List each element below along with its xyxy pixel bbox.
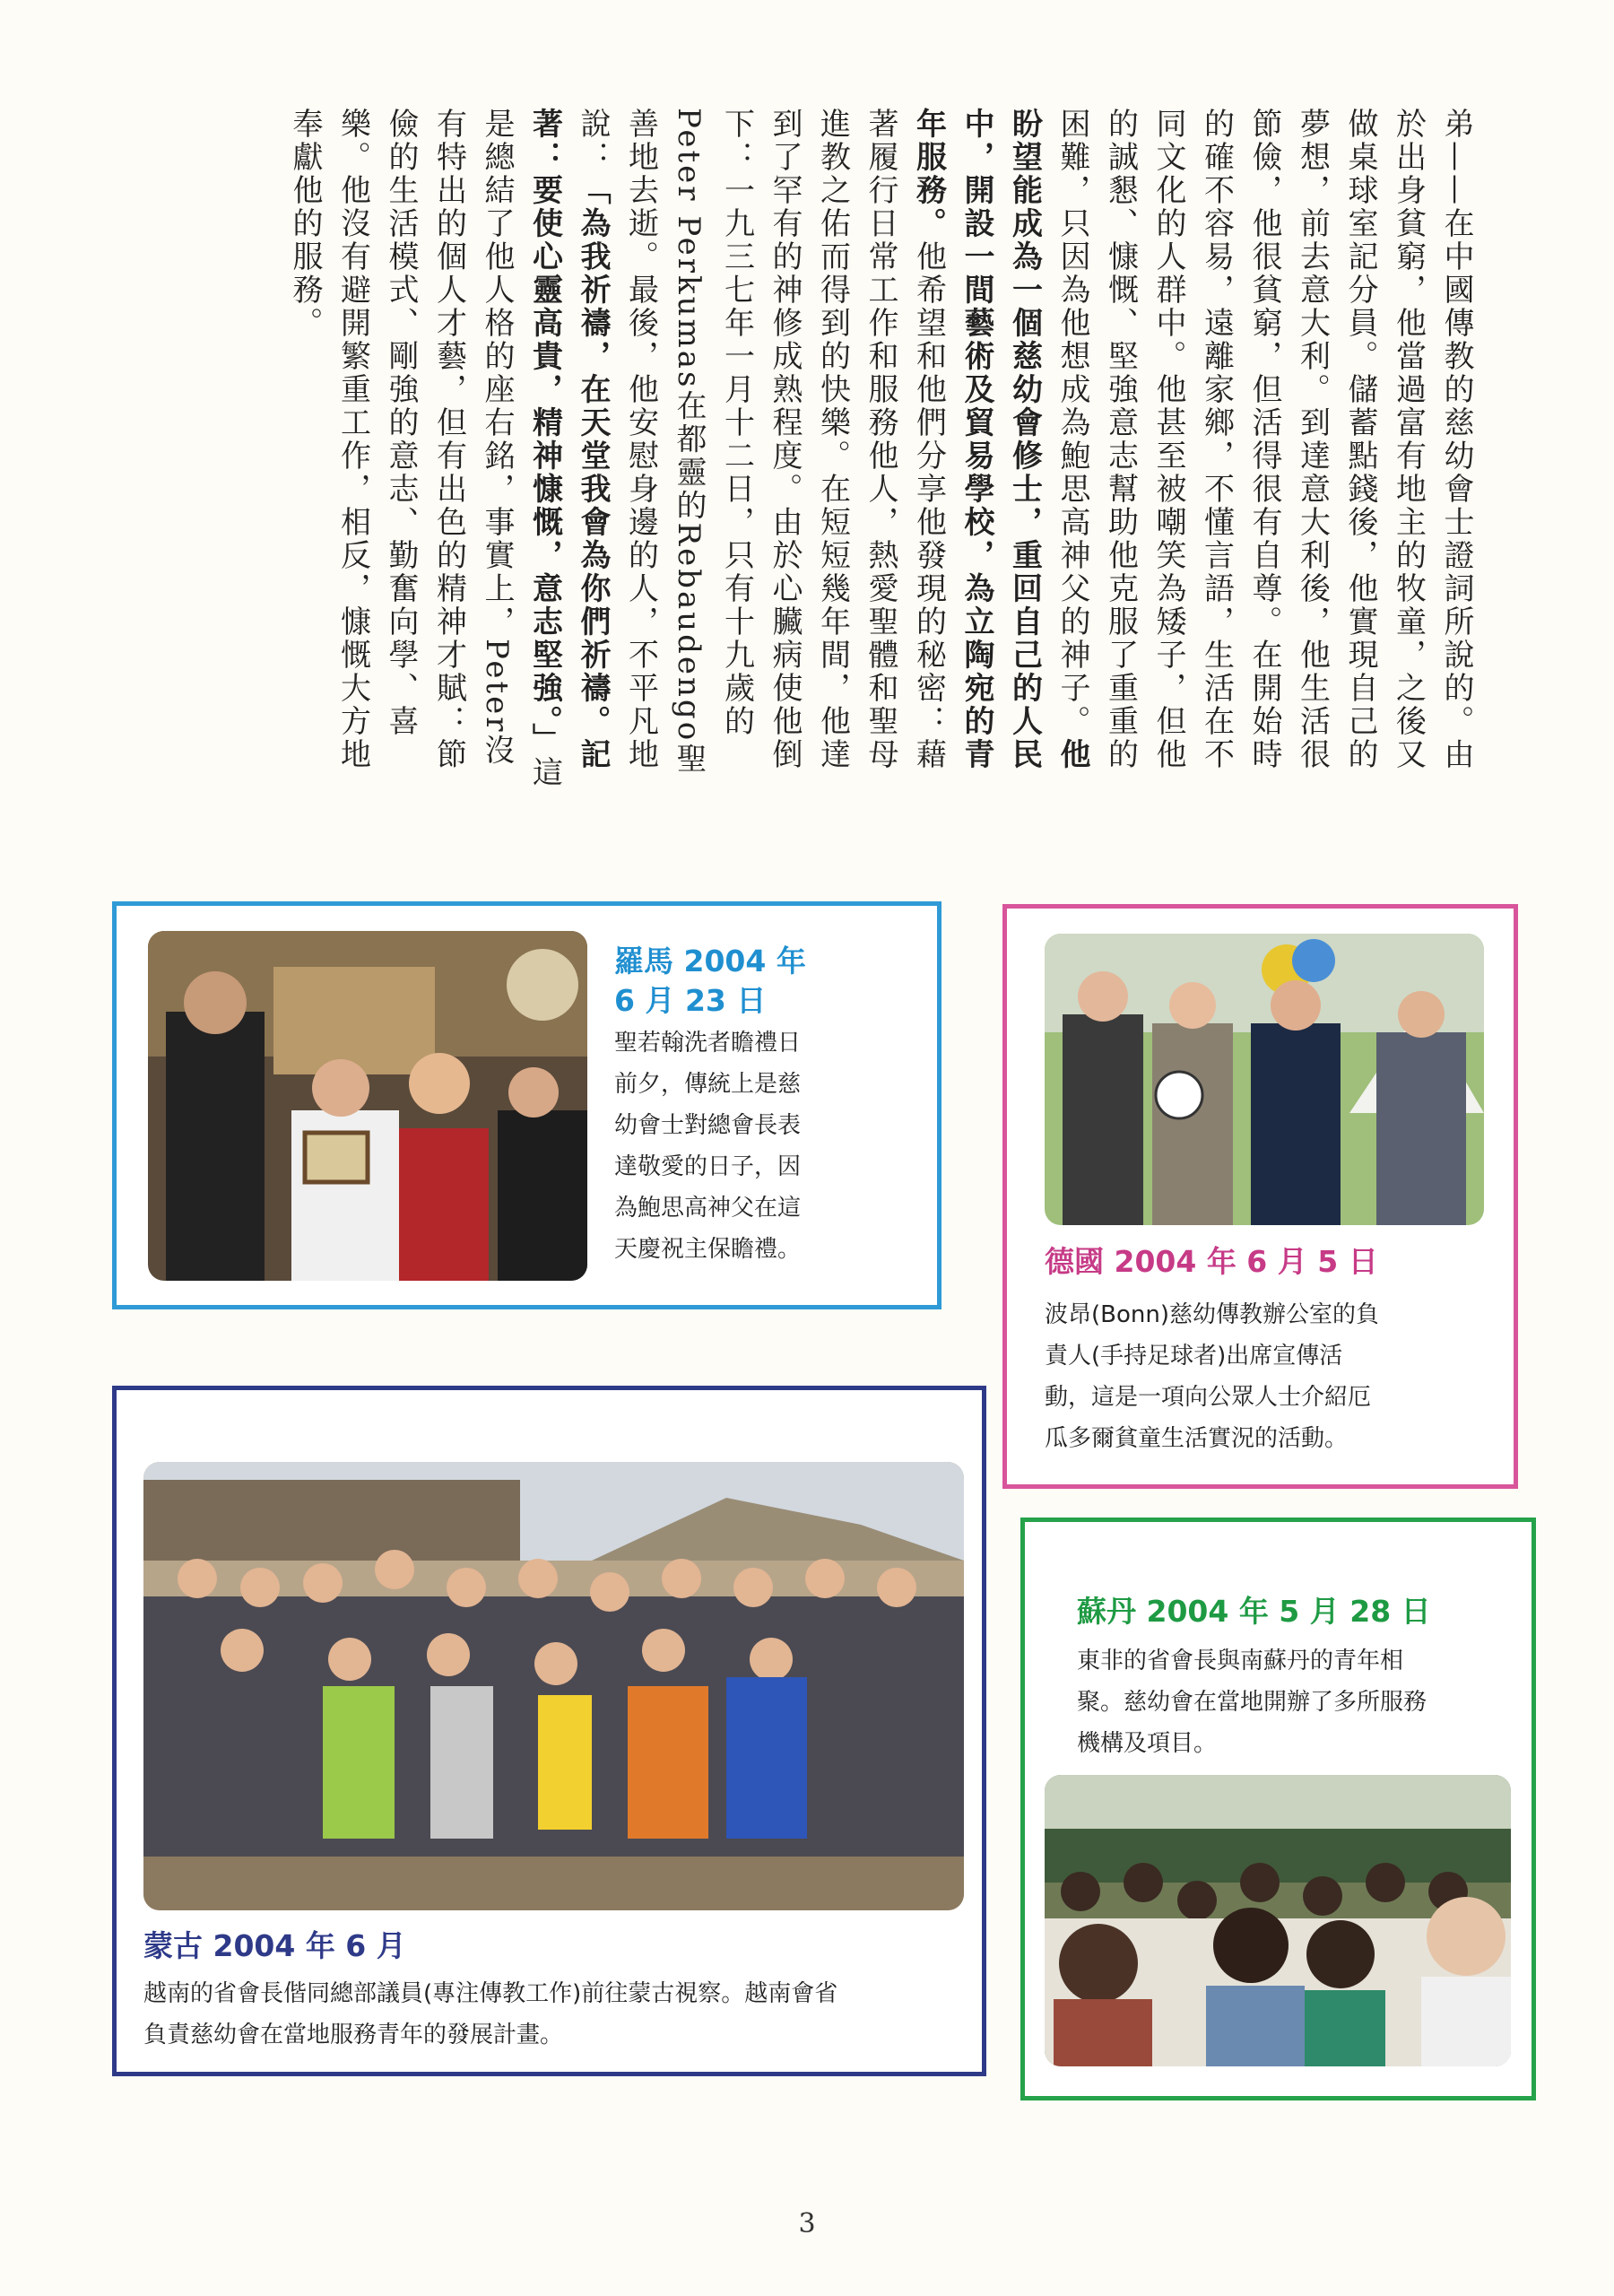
germany-caption-text: 波昂(Bonn)慈幼傳教辦公室的負 責人(手持足球者)出席宣傳活 動，這是一項向公眾人士介紹厄 瓜多爾貧童生活實況的活動。 (1045, 1301, 1379, 1452)
article-para-3: 這是總結了他人格的座右銘，事實上，Peter沒有特出的個人才藝，但有出色的精神才賦：節儉的生活模式、剛強的意志、勤奮向學、喜樂。他沒有避開繁重工作，相反，慷慨大方地奉獻他的服務。 (287, 108, 563, 789)
article-para-2-bold: 「為我祈禱，在天堂我會為你們祈禱。記著：要使心靈高貴，精神慷慨，意志堅強。」 (526, 108, 611, 771)
sudan-caption-title: 蘇丹 2004 年 5 月 28 日 (1077, 1594, 1431, 1629)
sudan-caption-text: 東非的省會長與南蘇丹的青年相 聚。慈幼會在當地開辦了多所服務 機構及項目。 (1077, 1648, 1427, 1757)
mongolia-caption-text: 越南的省會長偕同總部議員(專注傳教工作)前往蒙古視察。越南會省 負責慈幼會在當地服務青年的發展計畫。 (143, 1980, 838, 2048)
mongolia-caption-title: 蒙古 2004 年 6 月 (143, 1928, 406, 1963)
article-para-1: 弟——在中國傳教的慈幼會士證詞所說的。由於出身貧窮，他當過富有地主的牧童，之後又做桌球室記分員。儲蓄點錢後，他實現自己的夢想，前去意大利。到達意大利後，他生活很節儉，他很貧窮，但活得很有自尊。在開始時的確不容易，遠離家鄉，不懂言語，生活在不同文化的人群中。他甚至被嘲笑為矮子，但他的誠懇、慷慨、堅強意志幫助他克服了重重的困難，只因為他想成為鮑思高神父的神子。 (1054, 108, 1474, 771)
article-body (117, 108, 1480, 798)
sudan-photo (1045, 1775, 1511, 2066)
germany-photo (1045, 934, 1484, 1225)
germany-caption-title: 德國 2004 年 6 月 5 日 (1045, 1244, 1378, 1279)
mongolia-photo (143, 1462, 964, 1910)
rome-caption-text: 聖若翰洗者瞻禮日 前夕，傳統上是慈 幼會士對總會長表 達敬愛的日子，因 為鮑思高神父在這 天慶祝主保瞻禮。 (614, 1030, 802, 1263)
page-number: 3 (798, 2208, 816, 2239)
mongolia-photo-card (112, 1386, 986, 2076)
rome-photo (148, 931, 587, 1281)
rome-caption-title: 羅馬 2004 年 6 月 23 日 (614, 944, 806, 1018)
article-para-2: 他希望和他們分享他發現的秘密：藉著履行日常工作和服務他人，熱愛聖體和聖母進教之佑而得到的快樂。在短短幾年間，他達到了罕有的神修成熟程度。由於心臟病使他倒下：一九三七年一月十二日，只有十九歲的Peter Perkumas在都靈的Rebaudengo聖善地去逝。最後，他安慰身邊的人，不平凡地說： (575, 108, 947, 777)
sudan-photo-card (1020, 1518, 1536, 2100)
germany-photo-card (1002, 904, 1518, 1489)
article-para-1-bold: 他盼望能成為一個慈幼會修士，重回自己的人民中，開設一間藝術及貿易學校，為立陶宛的青年服務。 (910, 108, 1090, 771)
rome-photo-card (112, 901, 941, 1309)
